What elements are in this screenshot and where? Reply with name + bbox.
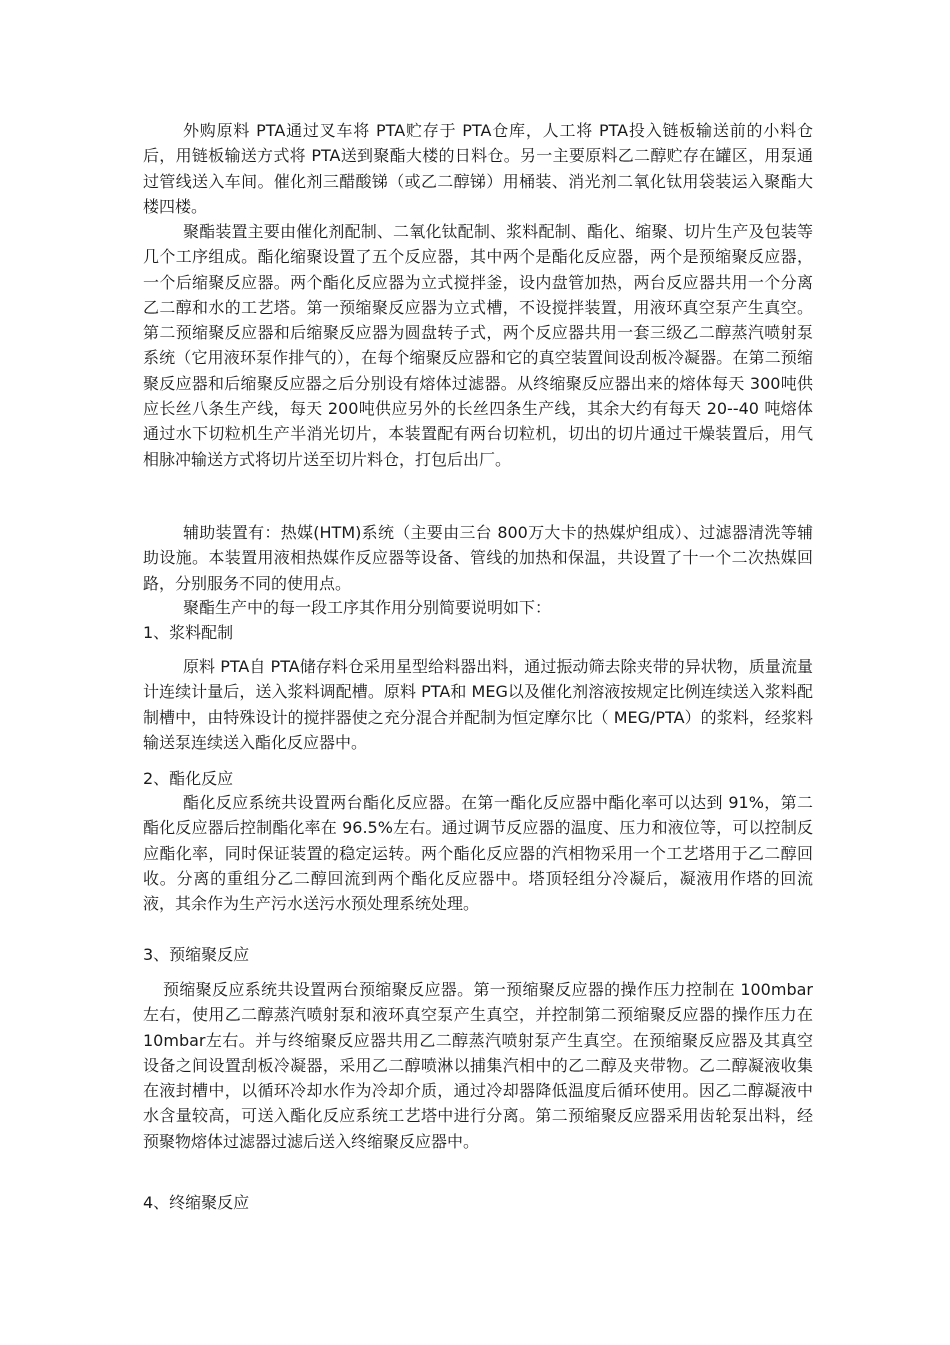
paragraph-slurry-preparation: 原料 PTA自 PTA储存料仓采用星型给料器出料，通过振动筛去除夹带的异状物，质量流量计连续计量后，送入浆料调配槽。原料 PTA和 MEG以及催化剂溶液按规定比例连续送入浆料配制槽中，由特殊设计的搅拌器使之充分混合并配制为恒定摩尔比（ MEG/PTA）的浆料，经浆料输送泵连续送入酯化反应器中。 [143, 657, 813, 752]
paragraph-pre-polycondensation: 预缩聚反应系统共设置两台预缩聚反应器。第一预缩聚反应器的操作压力控制在 100mbar左右，使用乙二醇蒸汽喷射泵和液环真空泵产生真空，并控制第二预缩聚反应器的操作压力在 10mbar左右。并与终缩聚反应器共用乙二醇蒸汽喷射泵产生真空。在预缩聚反应器及其真空设备之间设置刮板冷凝器，采用乙二醇喷淋以捕集汽相中的乙二醇及夹带物。乙二醇凝液收集在液封槽中，以循环冷却水作为冷却介质，通过冷却器降低温度后循环使用。因乙二醇凝液中水含量较高，可送入酯化反应系统工艺塔中进行分离。第二预缩聚反应器采用齿轮泵出料，经预聚物熔体过滤器过滤后送入终缩聚反应器中。 [143, 980, 813, 1151]
paragraph-raw-material-intake: 外购原料 PTA通过叉车将 PTA贮存于 PTA仓库，人工将 PTA投入链板输送前的小料仓后，用链板输送方式将 PTA送到聚酯大楼的日料仓。另一主要原料乙二醇贮存在罐区，用泵通过管线送入车间。催化剂三醋酸锑（或乙二醇锑）用桶装、消光剂二氧化钛用袋装运入聚酯大楼四楼。 [143, 121, 813, 216]
paragraph-polyester-unit-overview: 聚酯装置主要由催化剂配制、二氧化钛配制、浆料配制、酯化、缩聚、切片生产及包装等几个工序组成。酯化缩聚设置了五个反应器，其中两个是酯化反应器，两个是预缩聚反应器，一个后缩聚反应器。两个酯化反应器为立式搅拌釜，设内盘管加热，两台反应器共用一个分离乙二醇和水的工艺塔。第一预缩聚反应器为立式槽，不设搅拌装置，用液环真空泵产生真空。第二预缩聚反应器和后缩聚反应器为圆盘转子式，两个反应器共用一套三级乙二醇蒸汽喷射泵系统（它用液环泵作排气的），在每个缩聚反应器和它的真空装置间设刮板冷凝器。在第二预缩聚反应器和后缩聚反应器之后分别设有熔体过滤器。从终缩聚反应器出来的熔体每天 300吨供应长丝八条生产线，每天 200吨供应另外的长丝四条生产线，其余大约有每天 20--40 吨熔体通过水下切粒机生产半消光切片，本装置配有两台切粒机，切出的切片通过干燥装置后，用气相脉冲输送方式将切片送至切片料仓，打包后出厂。 [143, 222, 813, 469]
heading-esterification: 2、酯化反应 [143, 769, 234, 788]
paragraph-esterification: 酯化反应系统共设置两台酯化反应器。在第一酯化反应器中酯化率可以达到 91%，第二酯化反应器后控制酯化率在 96.5%左右。通过调节反应器的温度、压力和液位等，可以控制反应酯化率，同时保证装置的稳定运转。两个酯化反应器的汽相物采用一个工艺塔用于乙二醇回收。分离的重组分乙二醇回流到两个酯化反应器中。塔顶轻组分冷凝后，凝液用作塔的回流液，其余作为生产污水送污水预处理系统处理。 [143, 793, 813, 914]
heading-final-polycondensation: 4、终缩聚反应 [143, 1193, 250, 1212]
heading-pre-polycondensation: 3、预缩聚反应 [143, 945, 250, 964]
paragraph-auxiliary-facilities: 辅助装置有：热媒(HTM)系统（主要由三台 800万大卡的热媒炉组成）、过滤器清洗等辅助设施。本装置用液相热媒作反应器等设备、管线的加热和保温，共设置了十一个二次热媒回路，分别服务不同的使用点。 [143, 523, 813, 593]
heading-slurry-preparation: 1、浆料配制 [143, 623, 234, 642]
paragraph-process-intro: 聚酯生产中的每一段工序其作用分别简要说明如下： [183, 598, 552, 617]
